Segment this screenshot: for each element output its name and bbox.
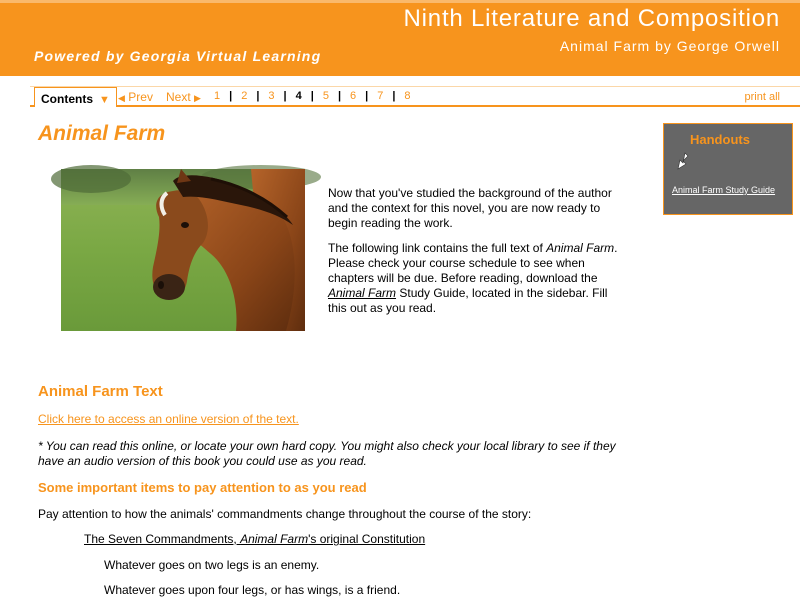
page-separator: | bbox=[310, 90, 314, 102]
study-guide-inline-link[interactable]: Animal Farm bbox=[328, 286, 397, 300]
triangle-right-icon: ▶ bbox=[194, 93, 201, 103]
commandments-title bbox=[84, 532, 425, 546]
course-subtitle: Animal Farm by George Orwell bbox=[559, 38, 780, 54]
items-section-heading: Some important items to pay attention to as you read bbox=[38, 480, 367, 495]
header-top-line bbox=[0, 0, 800, 3]
contents-label: Contents bbox=[41, 92, 93, 106]
cursor-pointer-icon bbox=[676, 152, 690, 170]
prev-label: Prev bbox=[128, 90, 153, 104]
commandments-title-a: The Seven Commandments, bbox=[84, 532, 241, 546]
page-link-5[interactable]: 5 bbox=[322, 90, 329, 102]
intro-text bbox=[328, 186, 628, 326]
pay-attention-text: Pay attention to how the animals' commandments change throughout the course of the story: bbox=[38, 507, 532, 521]
page-separator: | bbox=[337, 90, 342, 102]
commandment-2: Whatever goes upon four legs, or has wings, is a friend. bbox=[104, 583, 401, 597]
handouts-sidebar bbox=[663, 123, 793, 215]
navigation-bar bbox=[30, 86, 800, 106]
page-link-4[interactable]: 4 bbox=[295, 90, 302, 102]
page-link-3[interactable]: 3 bbox=[268, 90, 275, 102]
contents-dropdown[interactable] bbox=[34, 87, 117, 107]
print-all-link[interactable]: print all bbox=[744, 91, 780, 103]
page-separator: | bbox=[365, 90, 369, 102]
nav-bottom-rule bbox=[30, 105, 800, 107]
dropdown-arrow-icon: ▼ bbox=[99, 94, 110, 106]
intro-paragraph-1: Now that you've studied the background of the author and the context for this novel, you are now ready to begin reading the work. bbox=[328, 186, 612, 230]
page-separator: | bbox=[256, 90, 260, 102]
intro-p2-part-c: Study Guide, located in the sidebar. Fill this out as you read. bbox=[328, 286, 608, 315]
page-link-2[interactable]: 2 bbox=[241, 90, 248, 102]
page-link-6[interactable]: 6 bbox=[350, 90, 357, 102]
page-number-list bbox=[214, 90, 411, 102]
course-title: Ninth Literature and Composition bbox=[403, 5, 780, 32]
page-separator: | bbox=[283, 90, 287, 102]
page-link-8[interactable]: 8 bbox=[404, 90, 411, 102]
triangle-left-icon: ◀ bbox=[118, 93, 125, 103]
commandment-1: Whatever goes on two legs is an enemy. bbox=[104, 558, 320, 572]
intro-paragraph-2 bbox=[328, 241, 628, 316]
intro-p2-part-a: The following link contains the full text of bbox=[328, 241, 547, 255]
powered-by-logo: Powered by Georgia Virtual Learning bbox=[34, 48, 322, 64]
handouts-heading: Handouts bbox=[690, 132, 750, 147]
page-title: Animal Farm bbox=[38, 122, 166, 145]
study-guide-link[interactable]: Animal Farm Study Guide bbox=[672, 185, 776, 195]
reading-note: * You can read this online, or locate your own hard copy. You might also check your local library to see if they have an audio version of this book you could use as you read. bbox=[38, 439, 616, 468]
page-link-7[interactable]: 7 bbox=[377, 90, 384, 102]
prev-link[interactable] bbox=[118, 90, 153, 104]
nav-top-rule bbox=[30, 86, 800, 87]
intro-p2-book-title: Animal Farm bbox=[546, 241, 615, 255]
intro-p2-part-b: . Please check your course schedule to see when chapters will be due. Before reading, download the bbox=[328, 241, 618, 285]
page-separator: | bbox=[392, 90, 396, 102]
commandments-title-book: Animal Farm bbox=[240, 532, 309, 546]
online-text-link[interactable]: Click here to access an online version of the text. bbox=[38, 412, 299, 426]
site-header bbox=[0, 0, 800, 76]
horse-photo bbox=[61, 169, 305, 331]
next-label: Next bbox=[166, 90, 191, 104]
page-link-1[interactable]: 1 bbox=[214, 90, 221, 102]
commandments-title-b: 's original Constitution bbox=[308, 532, 426, 546]
next-link[interactable] bbox=[166, 90, 201, 104]
text-section-heading: Animal Farm Text bbox=[38, 383, 163, 400]
page-separator: | bbox=[229, 90, 233, 102]
